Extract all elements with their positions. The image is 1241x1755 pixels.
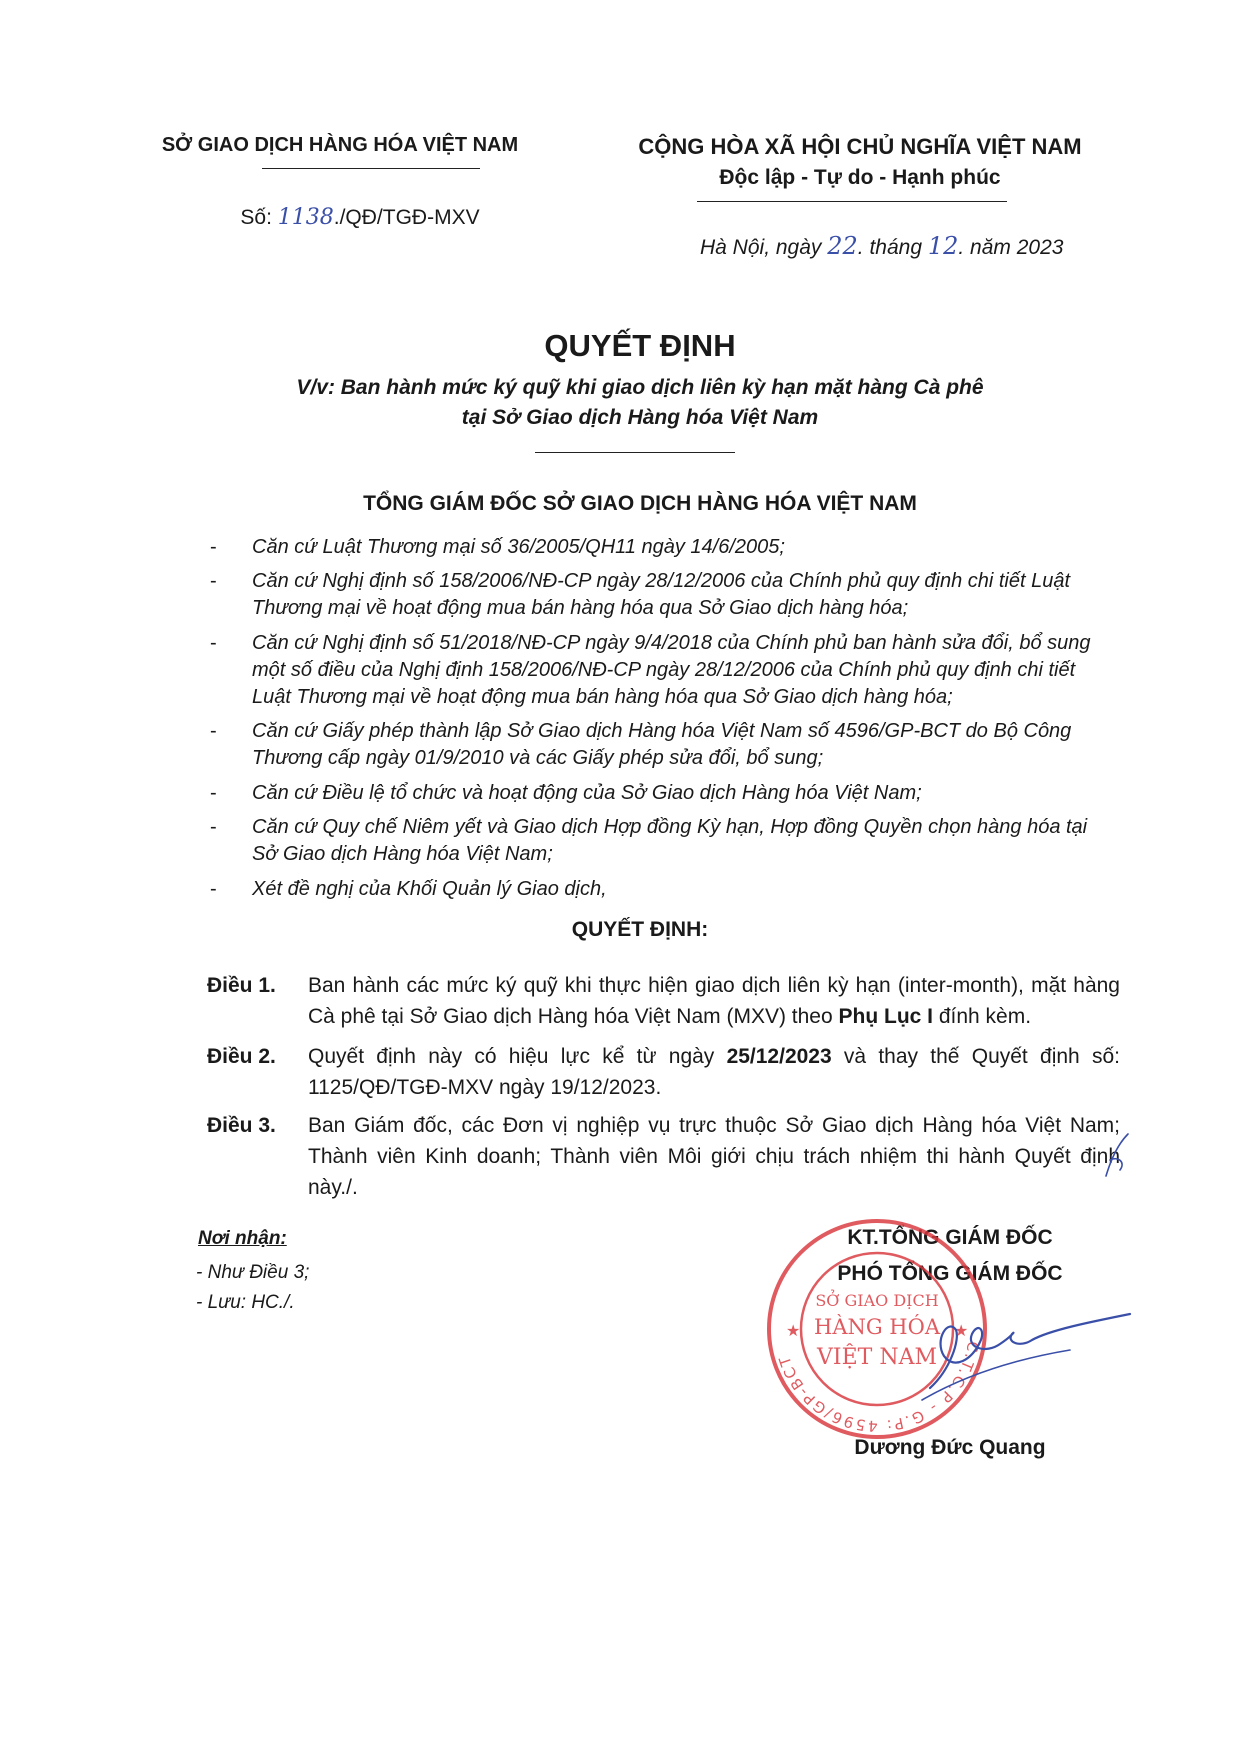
org-underline — [262, 168, 480, 169]
decide-heading: QUYẾT ĐỊNH: — [571, 918, 709, 941]
bullet-dash: - — [210, 570, 217, 592]
article-3-text — [308, 1110, 1120, 1203]
doc-no-handwritten: 1138 — [277, 205, 334, 230]
document-number — [200, 205, 520, 230]
article-2-label: Điều 2. — [207, 1045, 276, 1068]
signer-on-behalf: KT.TỔNG GIÁM ĐỐC — [847, 1226, 1053, 1249]
base-item-5 — [252, 780, 1112, 807]
signer-position: PHÓ TỔNG GIÁM ĐỐC — [837, 1262, 1063, 1285]
seal-line-1: SỞ GIAO DỊCH — [815, 1291, 939, 1310]
date-part-3: . năm 2023 — [958, 236, 1064, 259]
authority-heading: TỔNG GIÁM ĐỐC SỞ GIAO DỊCH HÀNG HÓA VIỆT NAM — [363, 492, 917, 515]
base-line: Thương mại về hoạt động mua bán hàng hóa qua Sở Giao dịch hàng hóa; — [252, 597, 909, 619]
recipient-item: - Lưu: HC./. — [196, 1292, 295, 1313]
bullet-dash: - — [210, 878, 217, 900]
article-2-text — [308, 1041, 1120, 1103]
seal-line-3: VIỆT NAM — [817, 1345, 937, 1370]
article-2-part-1: Quyết định này có hiệu lực kể từ ngày — [308, 1045, 727, 1068]
base-item-2 — [252, 568, 1112, 622]
seal-star-icon: ★ — [954, 1321, 969, 1340]
bullet-dash: - — [210, 720, 217, 742]
doc-no-suffix: ./QĐ/TGĐ-MXV — [333, 206, 480, 229]
article-2-part-2: và thay thế Quyết định số: 1125/QĐ/TGĐ-MXV ngày 19/12/2023. — [308, 1045, 1120, 1099]
article-1-appendix-ref: Phụ Lục I — [838, 1005, 933, 1028]
nation-motto: Độc lập - Tự do - Hạnh phúc — [719, 166, 1001, 189]
base-line: Căn cứ Giấy phép thành lập Sở Giao dịch Hàng hóa Việt Nam số 4596/GP-BCT do Bộ Công — [252, 720, 1072, 742]
base-item-6 — [252, 814, 1112, 868]
base-line: Căn cứ Điều lệ tổ chức và hoạt động của Sở Giao dịch Hàng hóa Việt Nam; — [252, 782, 922, 804]
article-1-label: Điều 1. — [207, 974, 276, 997]
decision-subject-line-1: V/v: Ban hành mức ký quỹ khi giao dịch liên kỳ hạn mặt hàng Cà phê — [296, 376, 984, 399]
motto-underline — [697, 201, 1007, 202]
seal-star-icon: ★ — [786, 1321, 801, 1340]
base-line: Căn cứ Luật Thương mại số 36/2005/QH11 ngày 14/6/2005; — [252, 536, 785, 558]
bullet-dash: - — [210, 782, 217, 804]
base-line: một số điều của Nghị định 158/2006/NĐ-CP ngày 28/12/2006 của Chính phủ quy định chi tiết — [252, 659, 1076, 681]
recipient-item: - Như Điều 3; — [196, 1262, 310, 1283]
decision-title: QUYẾT ĐỊNH — [544, 328, 736, 363]
nation-title: CỘNG HÒA XÃ HỘI CHỦ NGHĨA VIỆT NAM — [638, 134, 1082, 159]
article-3-label: Điều 3. — [207, 1114, 276, 1137]
recipients-title: Nơi nhận: — [198, 1228, 287, 1249]
place-date — [700, 232, 1120, 260]
signer-name: Dương Đức Quang — [854, 1436, 1046, 1459]
article-1-part-1: Ban hành các mức ký quỹ khi thực hiện giao dịch liên kỳ hạn (inter-month), mặt hàng Cà phê tại Sở Giao dịch Hàng hóa Việt Nam (MXV) theo — [308, 974, 1120, 1028]
base-line: Căn cứ Quy chế Niêm yết và Giao dịch Hợp đồng Kỳ hạn, Hợp đồng Quyền chọn hàng hóa tại — [252, 816, 1088, 838]
base-line: Luật Thương mại về hoạt động mua bán hàng hóa qua Sở Giao dịch hàng hóa; — [252, 686, 953, 708]
date-part-1: Hà Nội, ngày — [700, 236, 828, 259]
doc-no-prefix: Số: — [240, 206, 278, 229]
seal-ring-text: C.T.C.P - G.P: 4596/GP-BCT — [774, 1339, 983, 1436]
base-item-1 — [252, 534, 1112, 561]
date-part-2: . tháng — [857, 236, 928, 259]
decision-subject-line-2: tại Sở Giao dịch Hàng hóa Việt Nam — [461, 406, 819, 429]
article-2-effective-date: 25/12/2023 — [726, 1045, 832, 1068]
base-line: Căn cứ Nghị định số 51/2018/NĐ-CP ngày 9/4/2018 của Chính phủ ban hành sửa đổi, bổ sung — [252, 632, 1091, 654]
bullet-dash: - — [210, 536, 217, 558]
date-day-handwritten: 22 — [827, 232, 858, 260]
base-line: Thương cấp ngày 01/9/2010 và các Giấy phép sửa đổi, bổ sung; — [252, 747, 824, 769]
initial-mark — [1098, 1126, 1138, 1186]
base-line: Sở Giao dịch Hàng hóa Việt Nam; — [252, 843, 553, 865]
seal-line-2: HÀNG HÓA — [814, 1315, 940, 1339]
base-item-4 — [252, 718, 1112, 772]
title-underline — [535, 452, 735, 453]
article-3-part-1: Ban Giám đốc, các Đơn vị nghiệp vụ trực thuộc Sở Giao dịch Hàng hóa Việt Nam; Thành viên Kinh doanh; Thành viên Môi giới chịu trách nhiệm thi hành Quyết định này./. — [308, 1114, 1120, 1199]
signature-scribble — [920, 1300, 1140, 1410]
bullet-dash: - — [210, 632, 217, 654]
bullet-dash: - — [210, 816, 217, 838]
article-1-part-2: đính kèm. — [933, 1005, 1032, 1028]
date-month-handwritten: 12 — [927, 232, 959, 260]
base-line: Xét đề nghị của Khối Quản lý Giao dịch, — [252, 878, 607, 900]
issuing-org: SỞ GIAO DỊCH HÀNG HÓA VIỆT NAM — [161, 134, 519, 156]
base-item-3 — [252, 630, 1112, 711]
base-line: Căn cứ Nghị định số 158/2006/NĐ-CP ngày 28/12/2006 của Chính phủ quy định chi tiết Luật — [252, 570, 1071, 592]
base-item-7 — [252, 876, 1112, 903]
article-1-text — [308, 970, 1120, 1032]
